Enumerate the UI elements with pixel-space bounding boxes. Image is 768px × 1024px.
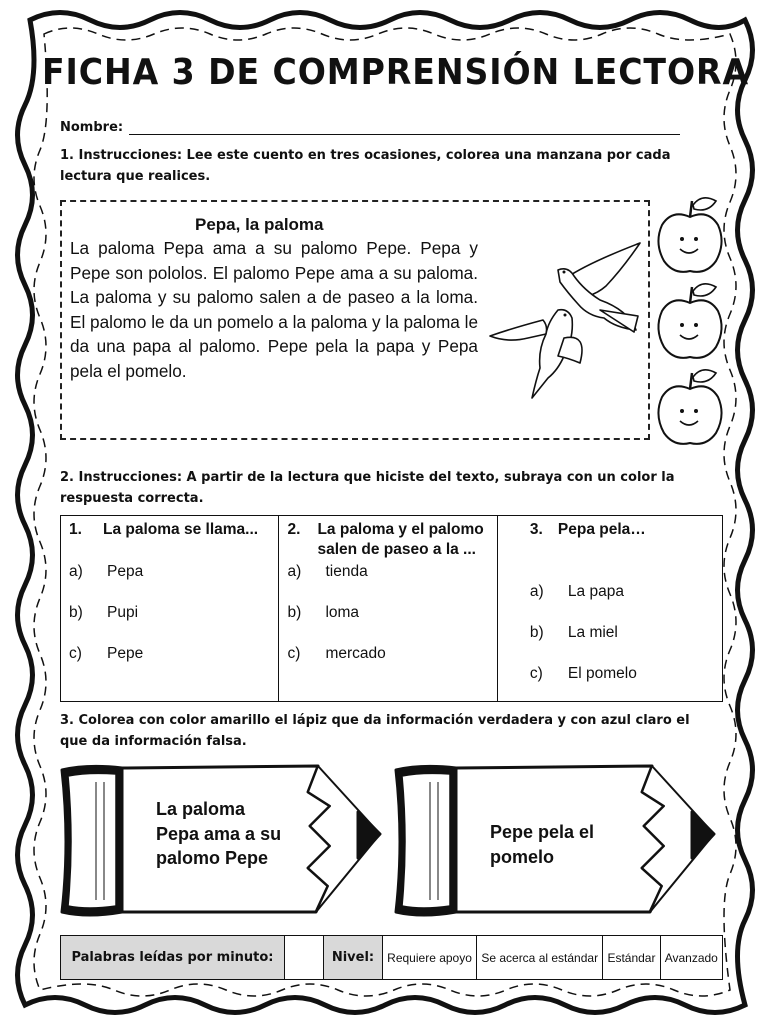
option-2c[interactable]: c) mercado (287, 645, 386, 662)
story-title: Pepa, la paloma (195, 215, 324, 234)
option-3b[interactable]: b) La miel (529, 624, 618, 641)
question-number: 3. (529, 521, 543, 538)
name-line[interactable] (129, 122, 680, 135)
words-per-minute-label: Palabras leídas por minuto: (61, 936, 285, 980)
level-label: Nivel: (324, 936, 383, 980)
option-2a[interactable]: a) tienda (287, 563, 368, 580)
dove-top-tail (600, 310, 638, 332)
option-1b[interactable]: b) Pupi (69, 604, 139, 621)
question-text: La paloma y el palomo salen de paseo a la ... (317, 521, 484, 558)
level-se-acerca[interactable]: Se acerca al estándar (477, 936, 603, 980)
words-per-minute-value[interactable] (285, 936, 324, 980)
dove-bottom-wing (490, 320, 547, 340)
name-label: Nombre: (60, 120, 124, 135)
level-estandar[interactable]: Estándar (603, 936, 660, 980)
pencil-1-text: La paloma Pepa ama a su palomo Pepe (156, 799, 282, 868)
name-field[interactable] (60, 120, 680, 135)
apple-icon[interactable] (658, 198, 721, 272)
instructions-1: 1. Instrucciones: Lee este cuento en tres ocasiones, colorea una manzana por cada lectura que realices. (60, 148, 671, 184)
pencil-2-text: Pepe pela el pomelo (490, 822, 595, 867)
apple-icon[interactable] (658, 284, 721, 358)
dove-icon (488, 238, 648, 403)
option-3a[interactable]: a) La papa (529, 583, 624, 600)
question-number: 1. (69, 521, 82, 538)
question-number: 2. (287, 521, 301, 538)
option-2b[interactable]: b) loma (287, 604, 360, 621)
story-text: La paloma Pepa ama a su palomo Pepe. Pepa y Pepe son pololos. El palomo Pepe ama a su paloma. La paloma y su palomo salen a de paseo a la loma. El palomo le da un pomelo a la paloma y la paloma le da una papa al palomo. Pepe pela la papa y Pepa pela el pomelo. (70, 238, 478, 381)
option-3c[interactable]: c) El pomelo (529, 665, 637, 682)
reading-level-table (60, 935, 723, 980)
instructions-2: 2. Instrucciones: A partir de la lectura que hiciste del texto, subraya con un color la respuesta correcta. (60, 470, 675, 506)
option-1c[interactable]: c) Pepe (69, 645, 144, 662)
questions-table (60, 515, 723, 702)
question-text: La paloma se llama... (103, 521, 259, 538)
apple-icons (652, 195, 732, 465)
level-requiere-apoyo[interactable]: Requiere apoyo (383, 936, 477, 980)
question-text: Pepa pela… (557, 521, 646, 538)
page-title: FICHA 3 DE COMPRENSIÓN LECTORA (42, 52, 750, 93)
option-1a[interactable]: a) Pepa (69, 563, 144, 580)
instructions-3: 3. Colorea con color amarillo el lápiz que da información verdadera y con azul claro el que da información falsa. (60, 713, 690, 749)
apple-icon[interactable] (658, 370, 721, 444)
level-avanzado[interactable]: Avanzado (660, 936, 722, 980)
